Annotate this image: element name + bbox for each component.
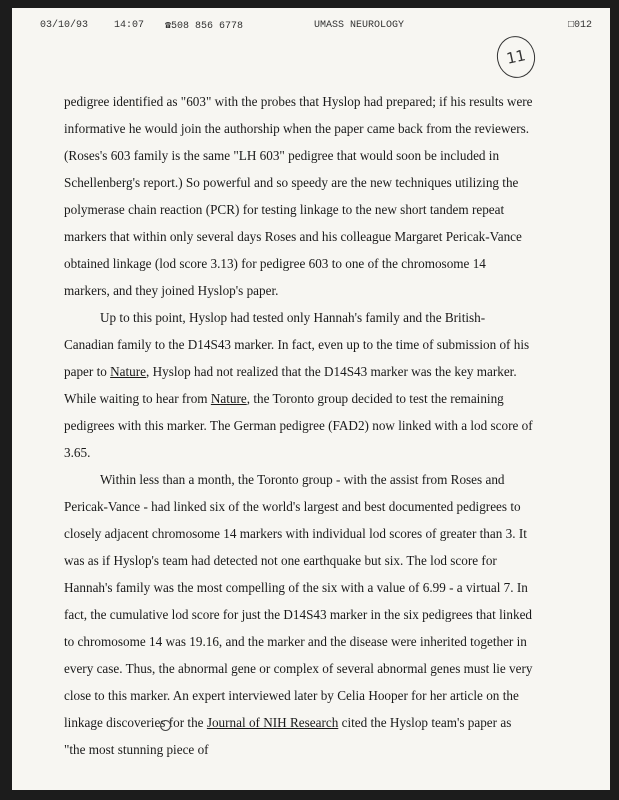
fax-page-number: □012: [567, 20, 592, 31]
fax-phone: ☎508 856 6778: [165, 21, 244, 32]
journal-nature-2: Nature: [210, 391, 247, 406]
paragraph-2-seg-2: , Hyslop had not realized that the D14S43 marker was the key marker. While waiting to hear from: [64, 364, 517, 406]
journal-nih-research: Journal of NIH Research: [206, 715, 339, 730]
paragraph-1: pedigree identified as "603" with the probes that Hyslop had prepared; if his results were informative he would join the authorship when the paper came back from the reviewers. (Roses's 603 family is the same "LH 603" pedigree that would soon be included in Schellenberg's report.) So powerful and so speedy are the new techniques utilizing the polymerase chain reaction (PCR) for testing linkage to the new short tandem repeat markers that within only several days Roses and his colleague Margaret Pericak-Vance obtained linkage (lod score 3.13) for pedigree 603 to one of the chromosome 14 markers, and they joined Hyslop's paper.: [64, 94, 533, 298]
fax-organization: UMASS NEUROLOGY: [314, 20, 405, 31]
paragraph-3-tail: cited the Hyslop team's paper as "the most stunning piece of: [64, 715, 512, 757]
fax-header: [30, 20, 592, 36]
paragraph-2: [64, 304, 534, 466]
paragraph-3: [64, 466, 534, 763]
document-page: [12, 8, 610, 790]
paragraph-2-seg-3: , the Toronto group decided to test the remaining pedigrees with this marker. The German pedigree (FAD2) now linked with a lod score of 3.65.: [64, 391, 533, 460]
paragraph-3-seg-1: Within less than a month, the Toronto group - with the assist from Roses and Pericak-Vance - had linked six of the world's largest and best documented pedigrees to closely adjacent chromosome 14 markers with individual lod scores of greater than 3. It was as if Hyslop's team had detected not one earthquake but six. The lod score for Hannah's family was the most compelling of the six with a value of 6.99 - a virtual 7. In fact, the cumulative lod score for just the D14S43 marker in the six pedigrees that linked to chromosome 14 was 19.16, and the marker and the disease were inherited together in every case. Thus, the abnormal gene or complex of several abnormal genes must lie very close to this marker. An expert interviewed later by Celia Hooper for her article on the linkage discoveries for the: [64, 472, 533, 730]
journal-nature-1: Nature: [110, 364, 147, 379]
body-text: [64, 88, 534, 763]
fax-time: 14:07: [114, 20, 145, 31]
punch-hole-mark: [160, 720, 171, 731]
paragraph-2-seg-1: Up to this point, Hyslop had tested only Hannah's family and the British-Canadian family to the D14S43 marker. In fact, even up to the time of submission of his paper to: [64, 310, 530, 379]
handwritten-page-number: 11: [493, 33, 539, 82]
fax-date: 03/10/93: [40, 20, 89, 31]
